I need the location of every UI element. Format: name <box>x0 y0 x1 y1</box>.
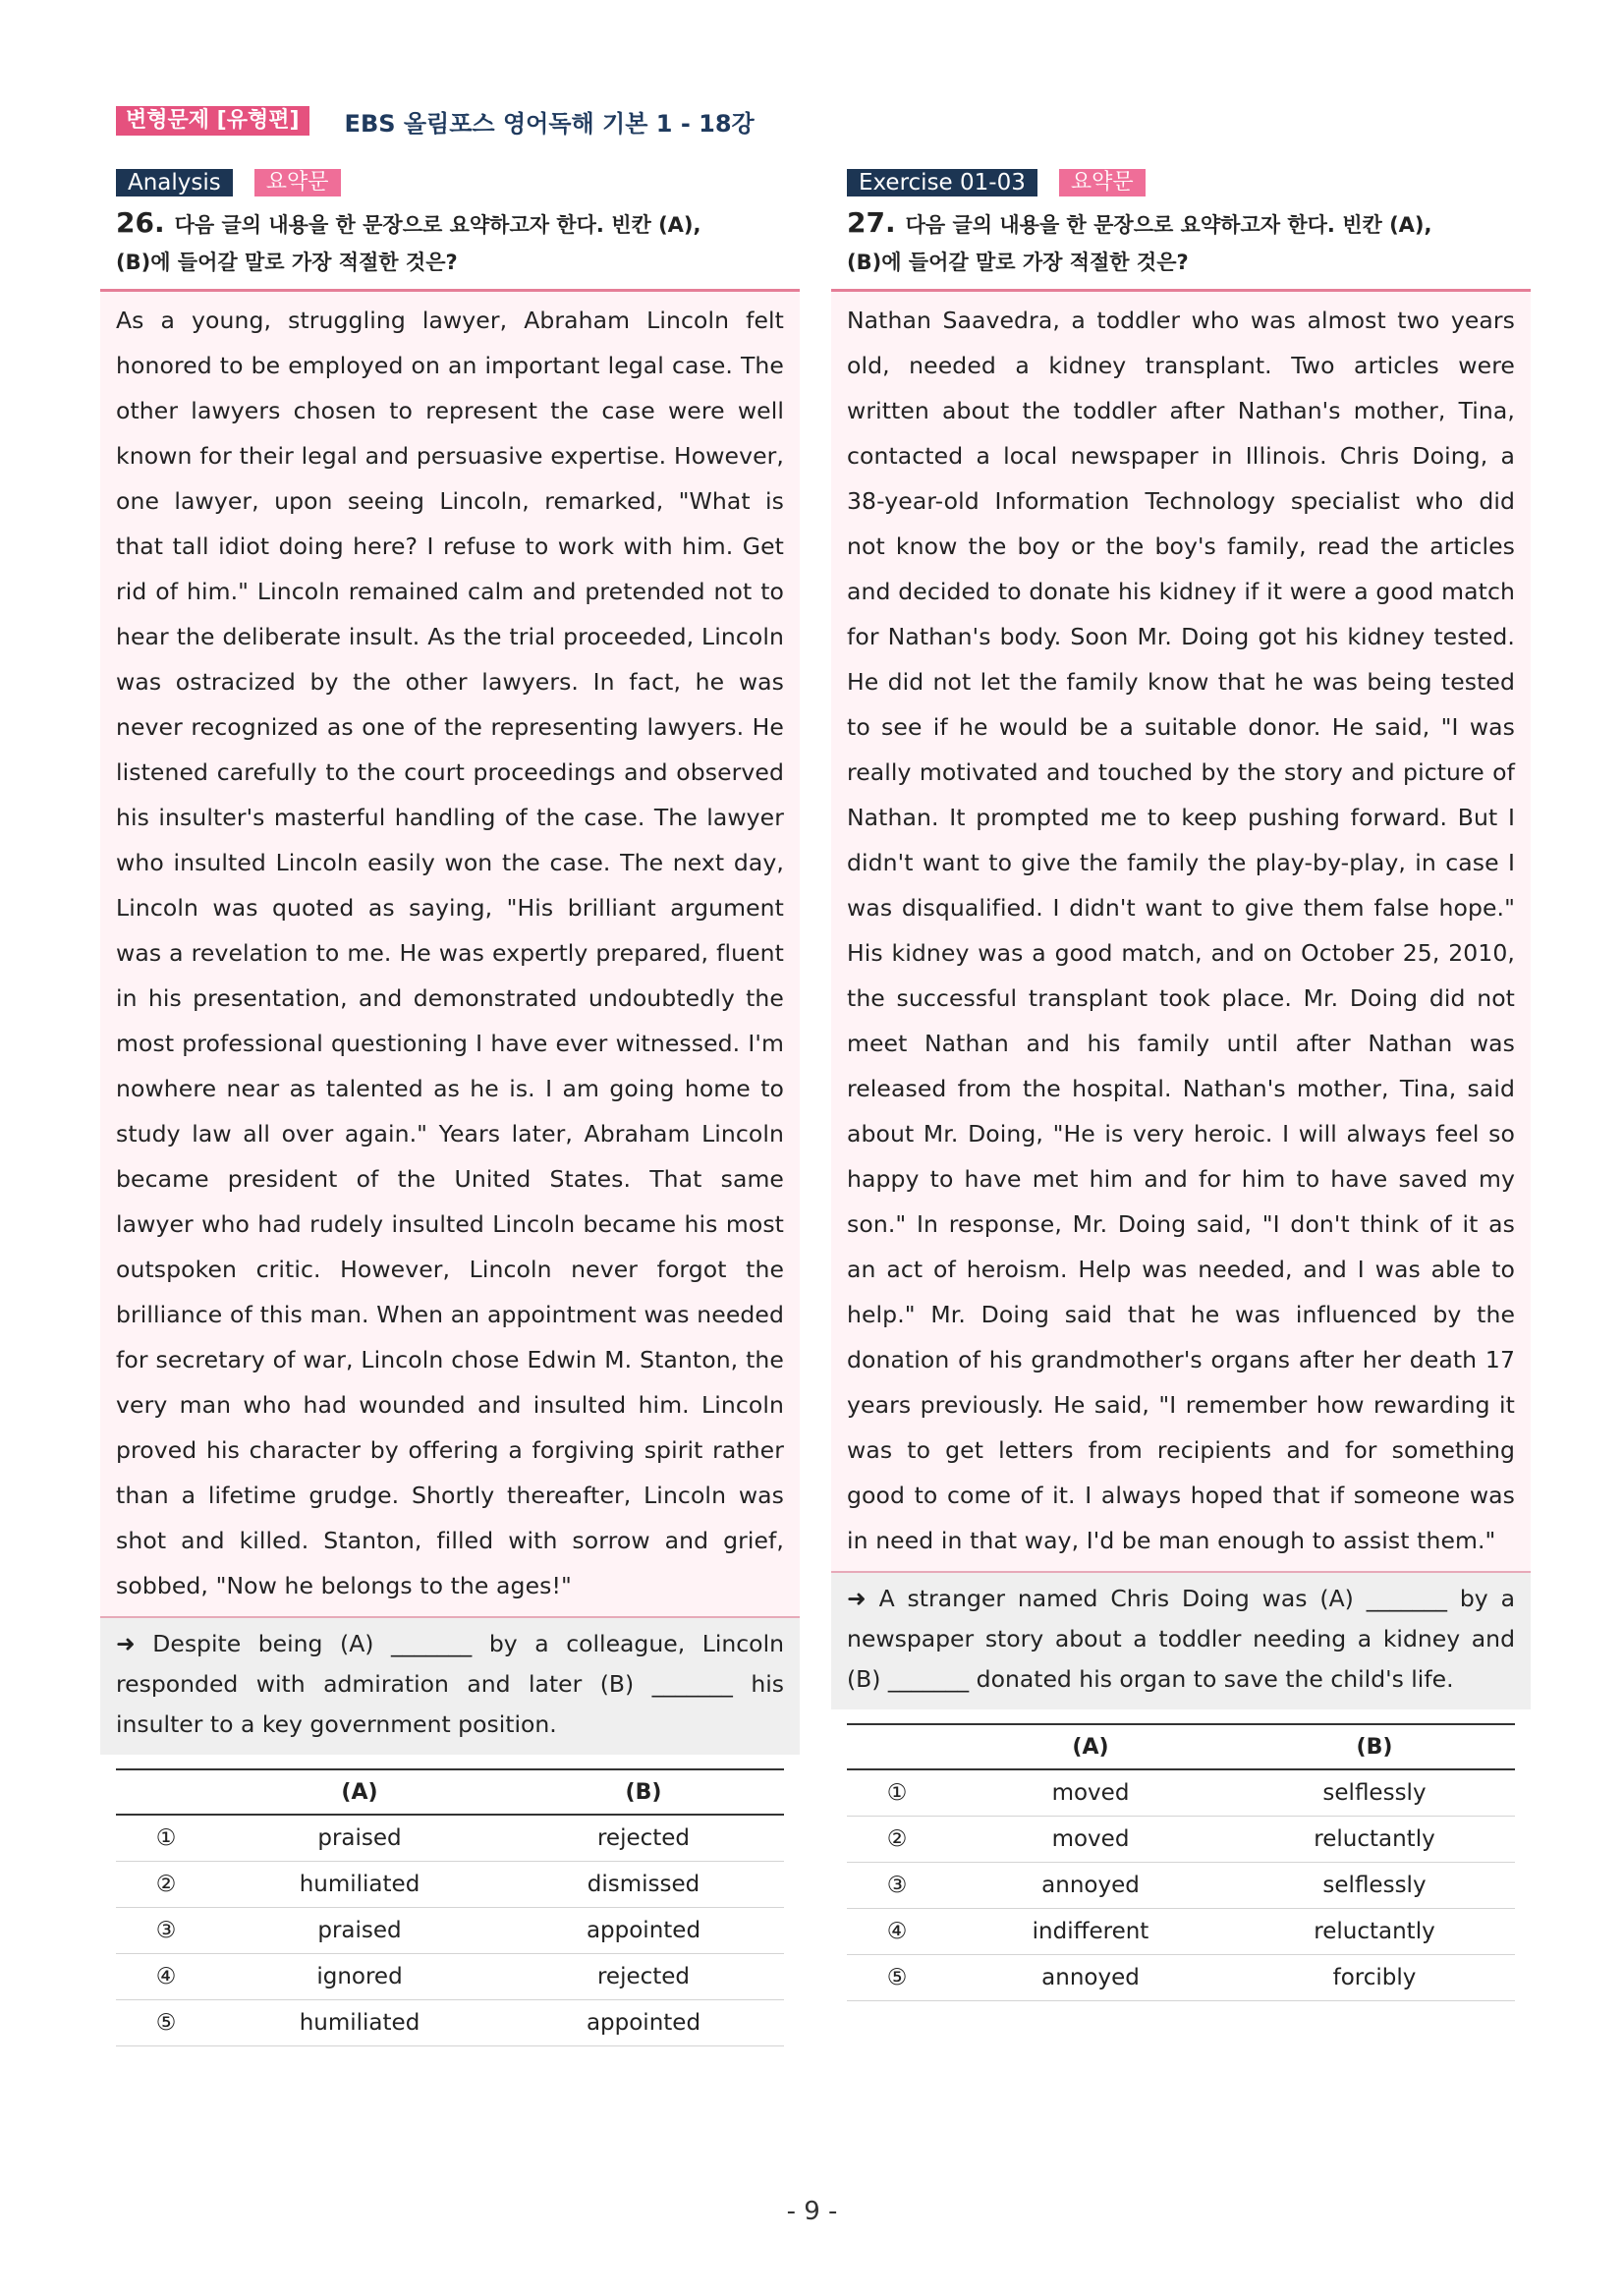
choice-b: rejected <box>503 1815 784 1862</box>
type-tag: Exercise 01-03 <box>847 169 1037 196</box>
choice-b: selflessly <box>1234 1863 1515 1909</box>
question-tags <box>116 169 800 196</box>
choice-row[interactable] <box>116 1954 784 2000</box>
choice-b: selflessly <box>1234 1769 1515 1817</box>
question-27 <box>831 169 1531 2001</box>
choice-row[interactable] <box>116 1862 784 1908</box>
question-tags <box>847 169 1531 196</box>
choice-b: forcibly <box>1234 1955 1515 2001</box>
passage-box <box>831 289 1531 1573</box>
question-text-line1: 다음 글의 내용을 한 문장으로 요약하고자 한다. 빈칸 (A), <box>905 213 1432 237</box>
choice-a: moved <box>947 1817 1234 1863</box>
section-tag: 변형문제 [유형편] <box>116 106 309 136</box>
choices-header-row <box>847 1724 1515 1769</box>
choice-row[interactable] <box>847 1863 1515 1909</box>
question-number: 26. <box>116 206 165 239</box>
column-a-header: (A) <box>216 1769 503 1815</box>
choice-number: ① <box>116 1815 216 1862</box>
summary-box <box>100 1618 800 1755</box>
choice-number: ⑤ <box>116 2000 216 2046</box>
choice-a: moved <box>947 1769 1234 1817</box>
question-title <box>116 204 800 281</box>
summary-text: ➜ A stranger named Chris Doing was (A) _______ by a newspaper story about a toddler needing a kidney and (B) _______ donated his organ to save the child's life. <box>847 1585 1515 1693</box>
passage-text: As a young, struggling lawyer, Abraham Lincoln felt honored to be employed on an important legal case. The other lawyers chosen to represent the case were well known for their legal and persuasive expertise. However, one lawyer, upon seeing Lincoln, remarked, "What is that tall idiot doing here? I refuse to work with him. Get rid of him." Lincoln remained calm and pretended not to hear the deliberate insult. As the trial proceeded, Lincoln was ostracized by the other lawyers. In fact, he was never recognized as one of the representing lawyers. He listened carefully to the court proceedings and observed his insulter's masterful handling of the case. The lawyer who insulted Lincoln easily won the case. The next day, Lincoln was quoted as saying, "His brilliant argument was a revelation to me. He was expertly prepared, fluent in his presentation, and demonstrated undoubtedly the most professional questioning I have ever witnessed. I'm nowhere near as talented as he is. I am going home to study law all over again." Years later, Abraham Lincoln became president of the United States. That same lawyer who had rudely insulted Lincoln became his most outspoken critic. However, Lincoln never forgot the brilliance of this man. When an appointment was needed for secretary of war, Lincoln chose Edwin M. Stanton, the very man who had wounded and insulted him. Lincoln proved his character by offering a forgiving spirit rather than a lifetime grudge. Shortly thereafter, Lincoln was shot and killed. Stanton, filled with sorrow and grief, sobbed, "Now he belongs to the ages!" <box>116 307 784 1599</box>
choice-b: appointed <box>503 2000 784 2046</box>
choice-a: indifferent <box>947 1909 1234 1955</box>
choice-num-header <box>116 1769 216 1815</box>
choice-row[interactable] <box>847 1955 1515 2001</box>
choice-number: ② <box>116 1862 216 1908</box>
kind-tag: 요약문 <box>254 169 341 196</box>
choice-a: humiliated <box>216 1862 503 1908</box>
question-title <box>847 204 1531 281</box>
page-header <box>116 104 755 138</box>
column-b-header: (B) <box>503 1769 784 1815</box>
page-number: - 9 - <box>786 2197 838 2226</box>
choice-row[interactable] <box>116 1815 784 1862</box>
choices-table <box>847 1723 1515 2001</box>
choice-b: reluctantly <box>1234 1817 1515 1863</box>
choice-a: annoyed <box>947 1955 1234 2001</box>
page-title: EBS 올림포스 영어독해 기본 1 - 18강 <box>344 109 755 138</box>
choices-header-row <box>116 1769 784 1815</box>
choices-table <box>116 1768 784 2046</box>
choice-row[interactable] <box>116 2000 784 2046</box>
choice-b: dismissed <box>503 1862 784 1908</box>
question-text-line2: (B)에 들어갈 말로 가장 적절한 것은? <box>116 251 458 274</box>
choice-number: ④ <box>116 1954 216 2000</box>
choice-number: ③ <box>847 1863 947 1909</box>
choice-number: ④ <box>847 1909 947 1955</box>
choice-b: rejected <box>503 1954 784 2000</box>
choice-number: ③ <box>116 1908 216 1954</box>
choice-num-header <box>847 1724 947 1769</box>
choice-row[interactable] <box>847 1817 1515 1863</box>
choice-number: ① <box>847 1769 947 1817</box>
question-26 <box>100 169 800 2046</box>
choice-a: annoyed <box>947 1863 1234 1909</box>
kind-tag: 요약문 <box>1059 169 1146 196</box>
choice-a: praised <box>216 1908 503 1954</box>
summary-box <box>831 1573 1531 1709</box>
question-text-line2: (B)에 들어갈 말로 가장 적절한 것은? <box>847 251 1189 274</box>
choice-row[interactable] <box>847 1909 1515 1955</box>
passage-text: Nathan Saavedra, a toddler who was almost two years old, needed a kidney transplant. Two articles were written about the toddler after Nathan's mother, Tina, contacted a local newspaper in Illinois. Chris Doing, a 38-year-old Information Technology specialist who did not know the boy or the boy's family, read the articles and decided to donate his kidney if it were a good match for Nathan's body. Soon Mr. Doing got his kidney tested. He did not let the family know that he was being tested to see if he would be a suitable donor. He said, "I was really motivated and touched by the story and picture of Nathan. It prompted me to keep pushing forward. But I didn't want to give the family the play-by-play, in case I was disqualified. I didn't want to give them false hope." His kidney was a good match, and on October 25, 2010, the successful transplant took place. Mr. Doing did not meet Nathan and his family until after Nathan was released from the hospital. Nathan's mother, Tina, said about Mr. Doing, "He is very heroic. I will always feel so happy to have met him and for him to have saved my son." In response, Mr. Doing said, "I don't think of it as an act of heroism. Help was needed, and I was able to help." Mr. Doing said that he was influenced by the donation of his grandmother's organs after her death 17 years previously. He said, "I remember how rewarding it was to get letters from recipients and for something good to come of it. I always hoped that if someone was in need in that way, I'd be man enough to assist them." <box>847 307 1515 1554</box>
choice-a: praised <box>216 1815 503 1862</box>
choice-b: reluctantly <box>1234 1909 1515 1955</box>
choice-a: ignored <box>216 1954 503 2000</box>
choice-a: humiliated <box>216 2000 503 2046</box>
choice-row[interactable] <box>847 1769 1515 1817</box>
column-b-header: (B) <box>1234 1724 1515 1769</box>
question-number: 27. <box>847 206 896 239</box>
summary-text: ➜ Despite being (A) _______ by a colleague, Lincoln responded with admiration and later (B) _______ his insulter to a key government position. <box>116 1630 784 1738</box>
question-text-line1: 다음 글의 내용을 한 문장으로 요약하고자 한다. 빈칸 (A), <box>174 213 701 237</box>
type-tag: Analysis <box>116 169 233 196</box>
choice-number: ⑤ <box>847 1955 947 2001</box>
choice-number: ② <box>847 1817 947 1863</box>
choice-b: appointed <box>503 1908 784 1954</box>
choice-row[interactable] <box>116 1908 784 1954</box>
column-a-header: (A) <box>947 1724 1234 1769</box>
passage-box <box>100 289 800 1618</box>
